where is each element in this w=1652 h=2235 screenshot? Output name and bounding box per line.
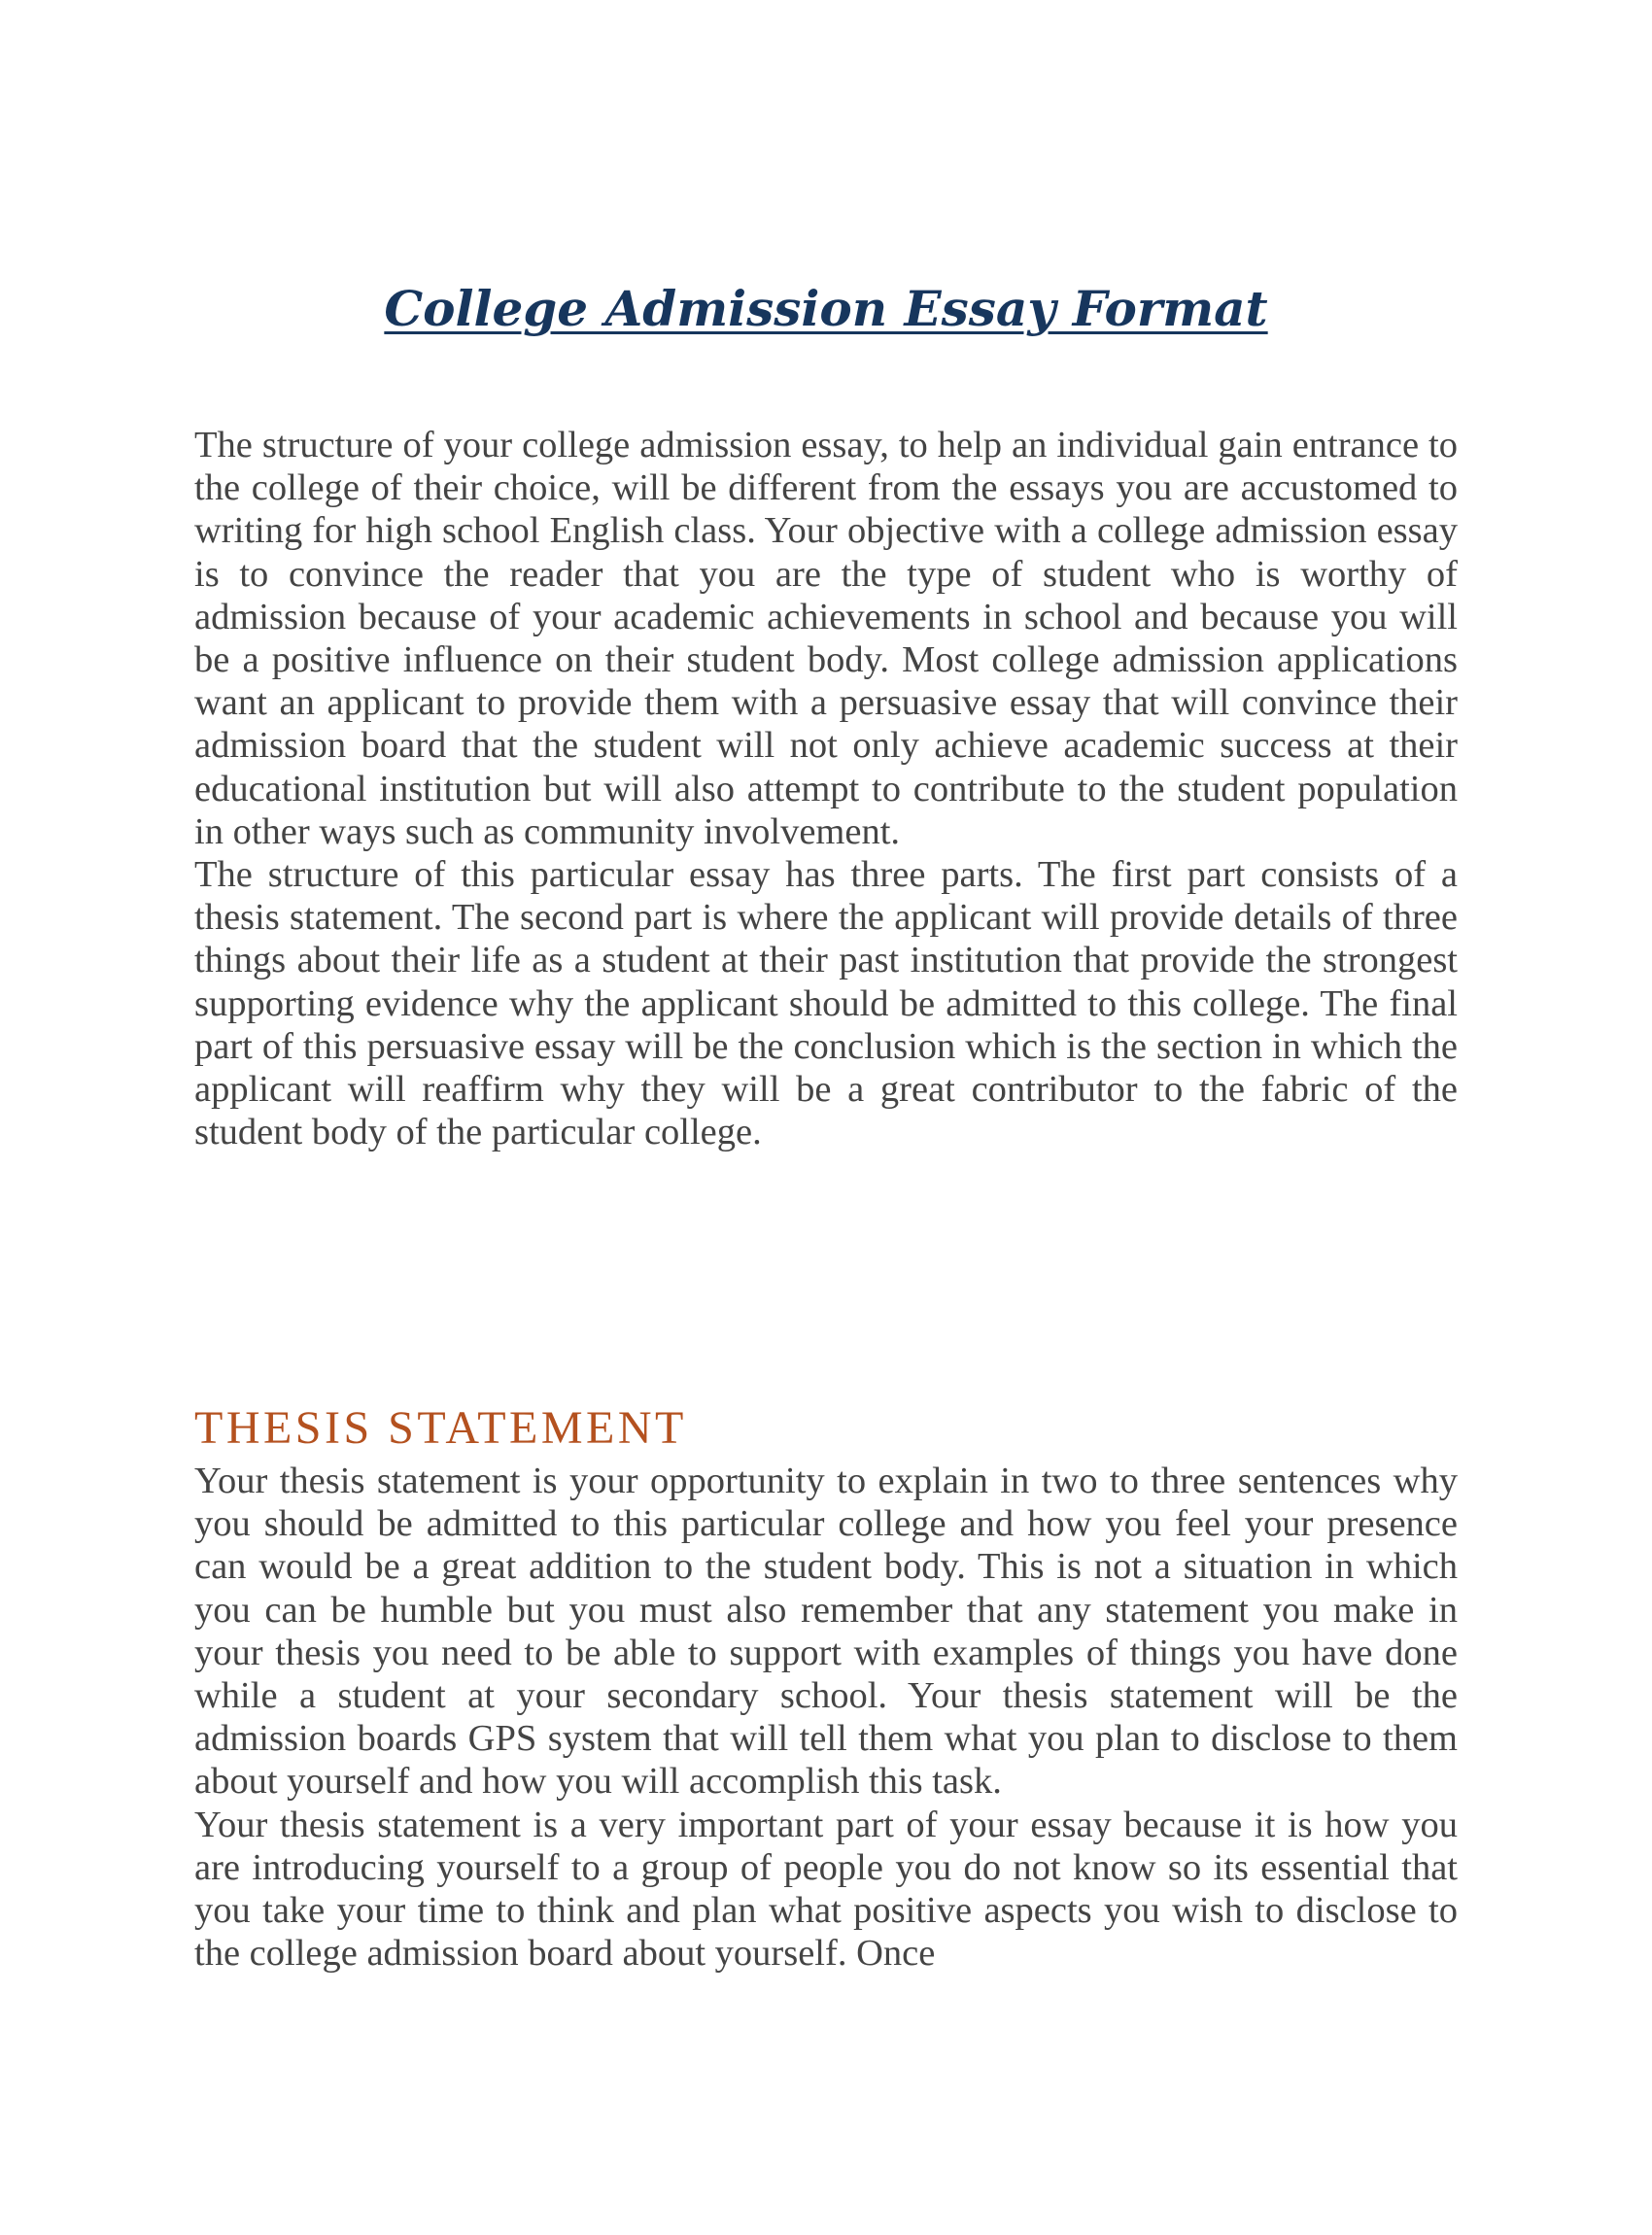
thesis-paragraph-1: Your thesis statement is your opportunity to explain in two to three sentences why you should be admitted to this particular college and how you feel your presence can would be a great addition to the student body. This is not a situation in which you can be humble but you must also remember that any statement you make in your thesis you need to be able to support with examples of things you have done while a student at your secondary school. Your thesis statement will be the admission boards GPS system that will tell them what you plan to disclose to them about yourself and how you will accomplish this task. [194, 1461, 1458, 1803]
intro-paragraph-1: The structure of your college admission essay, to help an individual gain entrance to the college of their choice, will be different from the essays you are accustomed to writing for high school English class. Your objective with a college admission essay is to convince the reader that you are the type of student who is worthy of admission because of your academic achievements in school and because you will be a positive influence on their student body. Most college admission applications want an applicant to provide them with a persuasive essay that will convince their admission board that the student will not only achieve academic success at their educational institution but will also attempt to contribute to the student population in other ways such as community involvement. [194, 425, 1458, 852]
thesis-section [194, 1460, 1458, 1975]
intro-paragraph-2: The structure of this particular essay has three parts. The first part consists of a thesis statement. The second part is where the applicant will provide details of three things about their life as a student at their past institution that provide the strongest supporting evidence why the applicant should be admitted to this college. The final part of this persuasive essay will be the conclusion which is the section in which the applicant will reaffirm why they will be a great contributor to the fabric of the student body of the particular college. [194, 854, 1458, 1153]
thesis-paragraph-2: Your thesis statement is a very important part of your essay because it is how you are introducing yourself to a group of people you do not know so its essential that you take your time to think and plan what positive aspects you wish to disclose to the college admission board about yourself. Once [194, 1804, 1458, 1975]
document-title: College Admission Essay Format [384, 280, 1268, 337]
section-heading-thesis-statement: THESIS STATEMENT [194, 1402, 687, 1454]
intro-section [194, 424, 1458, 1153]
